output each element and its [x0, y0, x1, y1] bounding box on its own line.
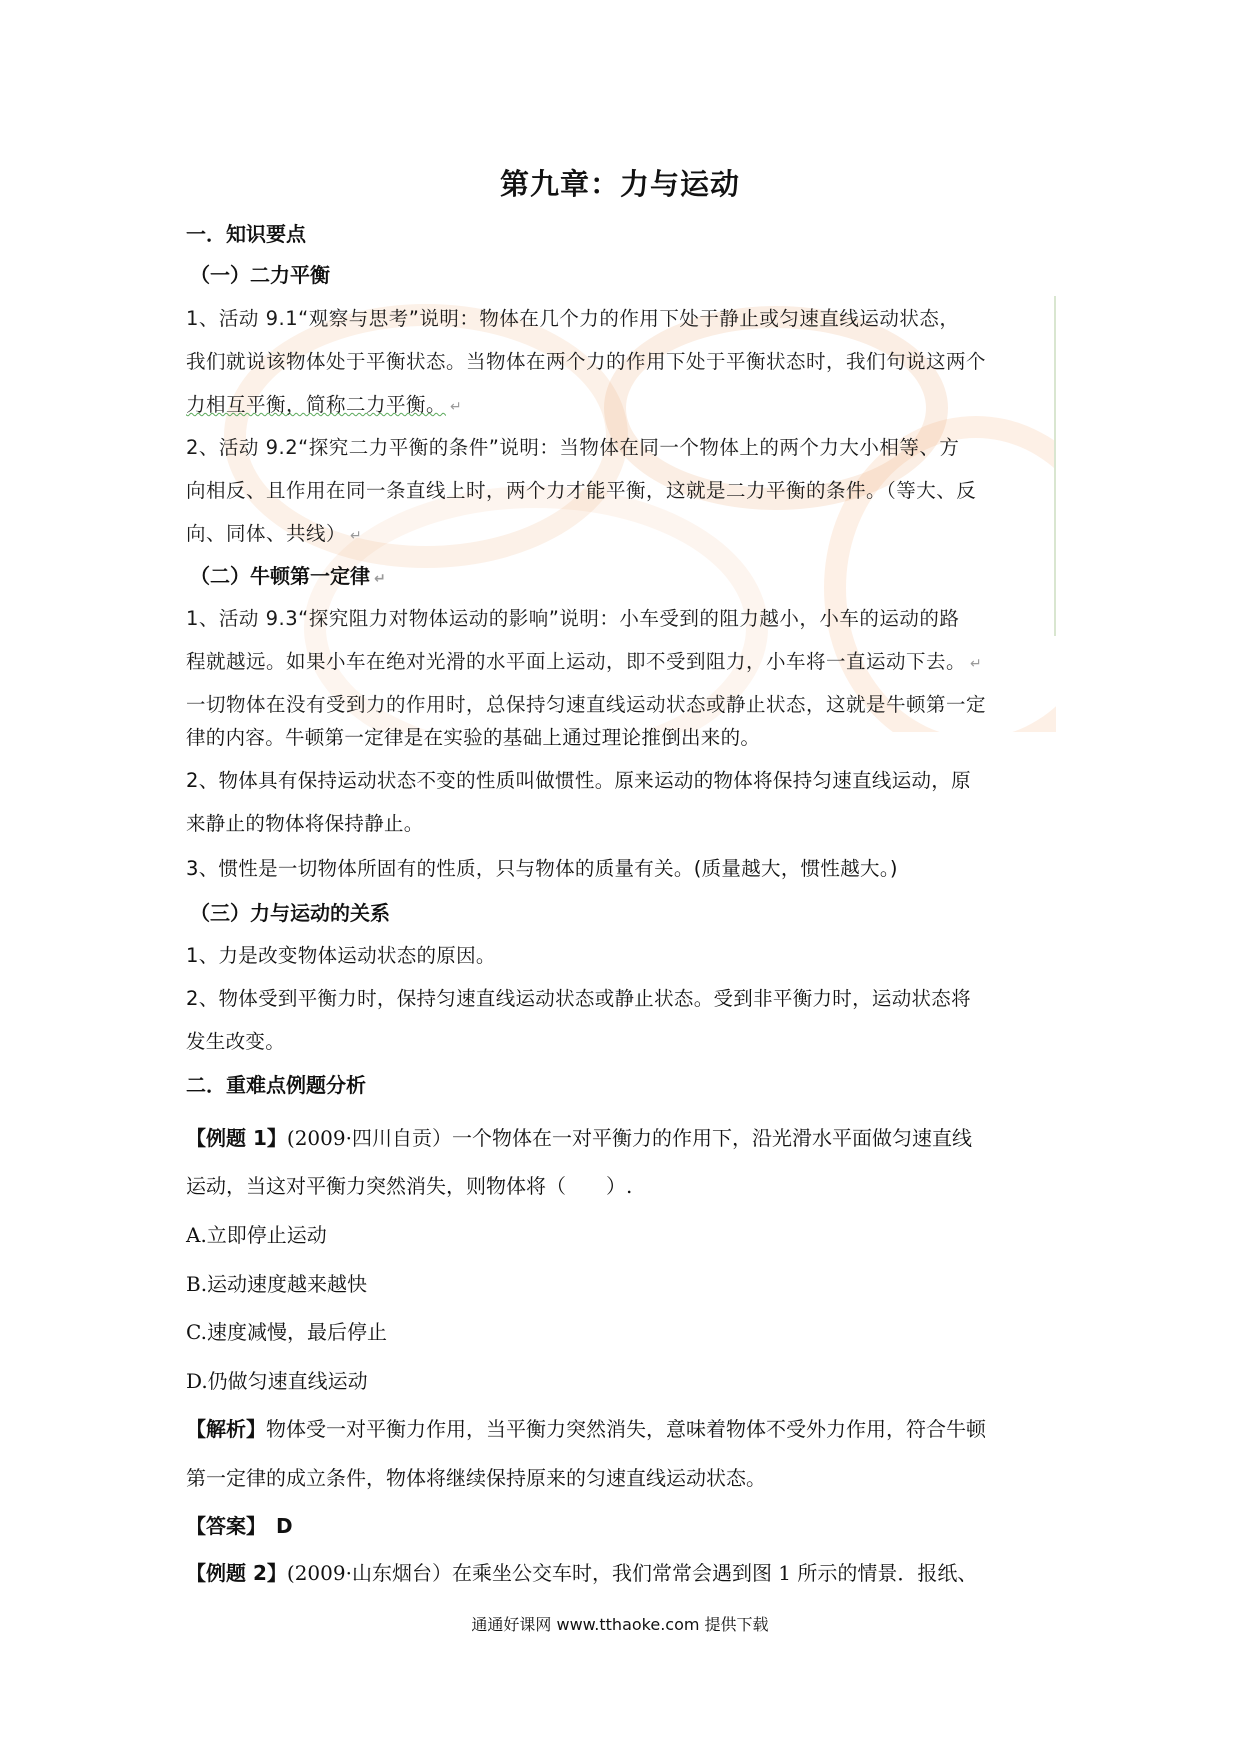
example-1-tag: 【例题 1】 [186, 1126, 287, 1150]
example-2-text: (2009·山东烟台）在乘坐公交车时，我们常常会遇到图 1 所示的情景．报纸、 [286, 1561, 978, 1585]
example-2-tag: 【例题 2】 [186, 1561, 287, 1585]
answer-line [186, 1510, 1056, 1539]
paragraph-line: 1、活动 9.1“观察与思考”说明：物体在几个力的作用下处于静止或匀速直线运动状态， [186, 307, 960, 330]
paragraph-mark-icon: ↵ [350, 528, 363, 544]
example-1-line: 运动，当这对平衡力突然消失，则物体将（ ）. [186, 1174, 633, 1198]
paragraph-mark-icon: ↵ [970, 656, 983, 672]
subsection-heading-force-and-motion: （三）力与运动的关系 [190, 901, 390, 925]
paragraph-line: 1、力是改变物体运动状态的原因。 [186, 944, 496, 967]
example-1-line [186, 1122, 1056, 1151]
paragraph-line: 1、活动 9.3“探究阻力对物体运动的影响”说明：小车受到的阻力越小，小车的运动的路 [186, 607, 960, 630]
paragraph-line-text: 向、同体、共线） [186, 522, 347, 545]
paragraph-line [186, 389, 1056, 417]
option-c: C.速度减慢，最后停止 [186, 1320, 387, 1344]
paragraph-line: 来静止的物体将保持静止。 [186, 812, 424, 835]
subsection-heading-two-force-balance: （一）二力平衡 [190, 263, 330, 287]
option-b: B.运动速度越来越快 [186, 1272, 368, 1296]
paragraph-line: 2、物体受到平衡力时，保持匀速直线运动状态或静止状态。受到非平衡力时，运动状态将 [186, 987, 971, 1010]
answer-value: D [256, 1514, 293, 1538]
paragraph-line-text: 力相互平衡，简称二力平衡。 [186, 393, 447, 416]
analysis-tag: 【解析】 [186, 1417, 266, 1441]
paragraph-line-text: 程就越远。如果小车在绝对光滑的水平面上运动，即不受到阻力，小车将一直运动下去。 [186, 650, 967, 673]
analysis-text: 物体受一对平衡力作用，当平衡力突然消失，意味着物体不受外力作用，符合牛顿 [266, 1417, 986, 1441]
paragraph-line: 发生改变。 [186, 1030, 286, 1053]
example-1-text: (2009·四川自贡）一个物体在一对平衡力的作用下，沿光滑水平面做匀速直线 [286, 1126, 972, 1150]
subsection-heading-newton-first-law [190, 560, 386, 589]
paragraph-line: 我们就说该物体处于平衡状态。当物体在两个力的作用下处于平衡状态时，我们句说这两个 [186, 350, 987, 373]
paragraph-line: 2、活动 9.2“探究二力平衡的条件”说明：当物体在同一个物体上的两个力大小相等、方 [186, 436, 960, 459]
section-heading-knowledge-points: 一．知识要点 [186, 222, 306, 246]
option-d: D.仍做匀速直线运动 [186, 1369, 368, 1393]
paragraph-line [186, 646, 1056, 674]
paragraph-line [186, 518, 1056, 546]
paragraph-mark-icon: ↵ [450, 399, 463, 415]
paragraph-line: 向相反、且作用在同一条直线上时，两个力才能平衡，这就是二力平衡的条件。（等大、反 [186, 479, 977, 502]
example-2-line [186, 1557, 1056, 1586]
option-a: A.立即停止运动 [186, 1223, 327, 1247]
chapter-title: 第九章：力与运动 [499, 167, 740, 201]
analysis-line: 第一定律的成立条件，物体将继续保持原来的匀速直线运动状态。 [186, 1466, 766, 1490]
answer-tag: 【答案】 [186, 1514, 256, 1538]
paragraph-mark-icon: ↵ [374, 571, 386, 587]
section-heading-examples: 二．重难点例题分析 [186, 1073, 366, 1097]
analysis-line [186, 1413, 1056, 1442]
paragraph-line: 一切物体在没有受到力的作用时，总保持匀速直线运动状态或静止状态，这就是牛顿第一定 [186, 693, 987, 716]
page-footer: 通通好课网 www.tthaoke.com 提供下载 [471, 1615, 769, 1634]
paragraph-line: 3、惯性是一切物体所固有的性质，只与物体的质量有关。(质量越大，惯性越大。) [186, 857, 898, 880]
paragraph-line: 2、物体具有保持运动状态不变的性质叫做惯性。原来运动的物体将保持匀速直线运动，原 [186, 769, 971, 792]
paragraph-line: 律的内容。牛顿第一定律是在实验的基础上通过理论推倒出来的。 [186, 726, 761, 749]
subsection-heading-text: （二）牛顿第一定律 [190, 564, 370, 588]
